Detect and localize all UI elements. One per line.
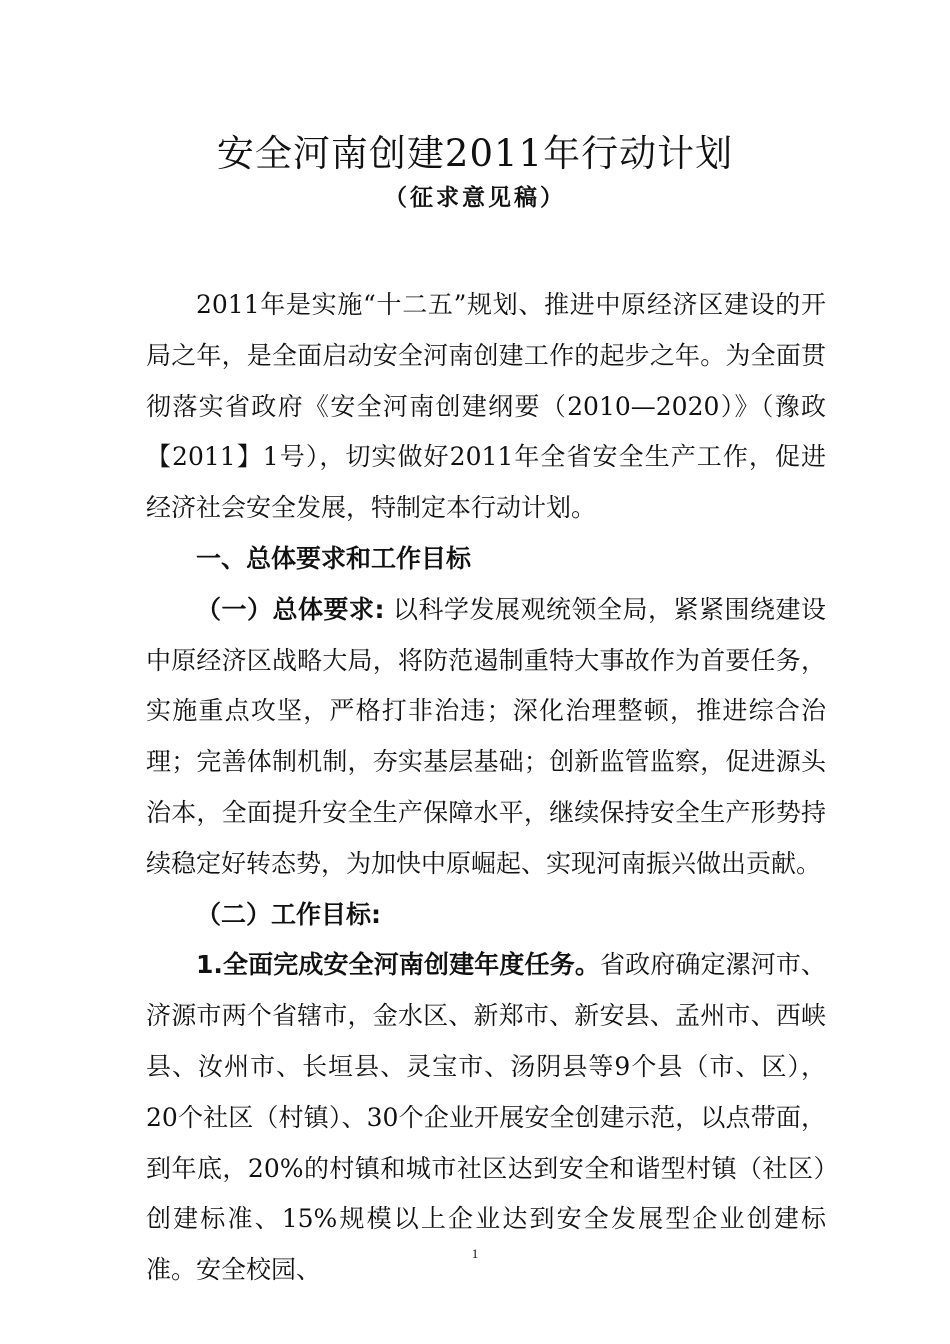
document-title: 安全河南创建2011年行动计划 (216, 132, 734, 175)
overall-requirements-paragraph (146, 585, 826, 890)
goal-item-1-label: 1.全面完成安全河南创建年度任务。 (196, 950, 600, 980)
work-goals-heading: （二）工作目标: (196, 899, 381, 929)
page-number: 1 (471, 1246, 479, 1261)
document-subtitle: （征求意见稿） (384, 185, 566, 211)
overall-requirements-text: 以科学发展观统领全局，紧紧围绕建设中原经济区战略大局，将防范遏制重特大事故作为首要任务，实施重点攻坚，严格打非治违；深化治理整顿，推进综合治理；完善体制机制，夯实基层基础；创新监管监察，促进源头治本，全面提升安全生产保障水平，继续保持安全生产形势持续稳定好转态势，为加快中原崛起、实现河南振兴做出贡献。 (146, 594, 826, 878)
goal-item-1-text: 省政府确定漯河市、济源市两个省辖市，金水区、新郑市、新安县、孟州市、西峡县、汝州市、长垣县、灵宝市、汤阴县等9个县（市、区），20个社区（村镇）、30个企业开展安全创建示范，以点带面，到年底，20%的村镇和城市社区达到安全和谐型村镇（社区）创建标准、15%规模以上企业达到安全发展型企业创建标准。安全校园、 (146, 950, 826, 1285)
document-body (146, 280, 826, 1296)
goal-item-1-paragraph (146, 940, 826, 1296)
intro-paragraph: 2011年是实施“十二五”规划、推进中原经济区建设的开局之年，是全面启动安全河南创建工作的起步之年。为全面贯彻落实省政府《安全河南创建纲要（2010—2020）》（豫政【2011】1号），切实做好2011年全省安全生产工作，促进经济社会安全发展，特制定本行动计划。 (146, 290, 826, 523)
section-heading: 一、总体要求和工作目标 (196, 543, 472, 573)
overall-requirements-label: （一）总体要求: (196, 594, 385, 624)
